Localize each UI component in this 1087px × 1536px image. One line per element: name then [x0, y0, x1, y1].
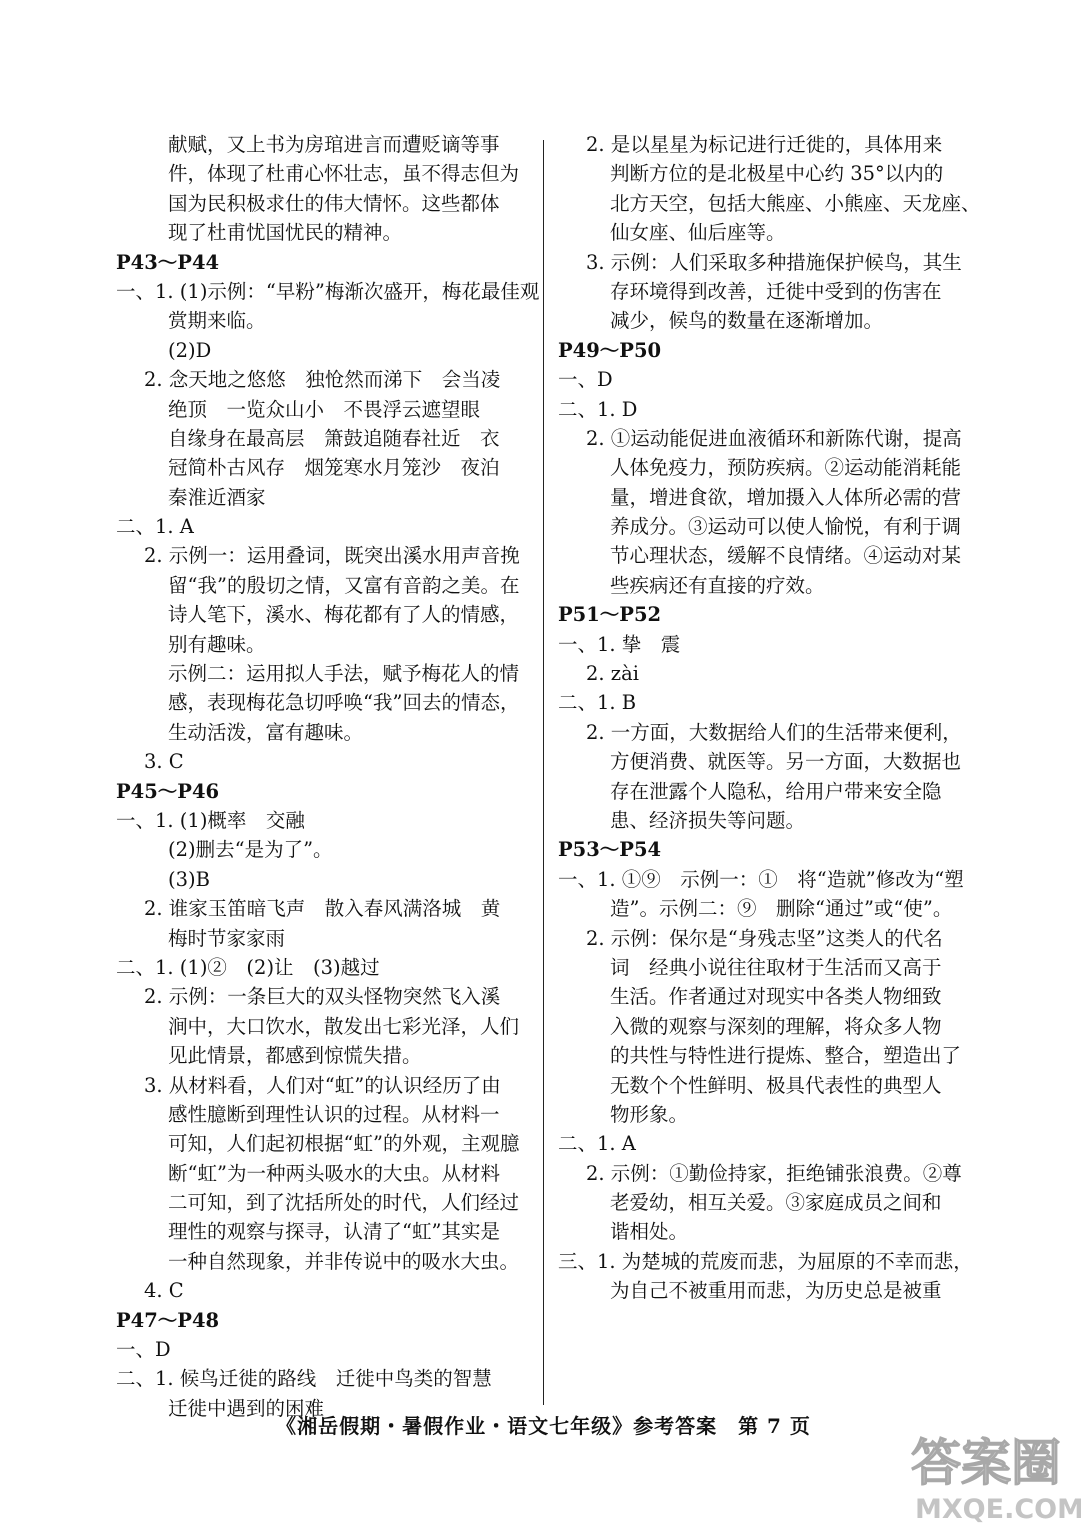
- text-line: 谐相处。: [610, 1220, 689, 1244]
- text-line: 2. zài: [586, 662, 639, 686]
- text-line: 诗人笔下，溪水、梅花都有了人的情感，: [168, 603, 520, 627]
- text-line: 患、经济损失等问题。: [610, 808, 806, 832]
- text-line: 老爱幼，相互关爱。③家庭成员之间和: [610, 1191, 942, 1215]
- watermark-logo: [905, 1418, 1081, 1528]
- text-line: 涧中，大口饮水，散发出七彩光泽，人们: [168, 1014, 520, 1038]
- text-line: 存环境得到改善，迁徙中受到的伤害在: [610, 279, 942, 303]
- text-line: 量，增进食欲，增加摄入人体所必需的营: [610, 485, 962, 509]
- text-line: 2. 是以星星为标记进行迁徙的，具体用来: [586, 133, 943, 156]
- text-line: 理性的观察与探寻，认清了“虹”其实是: [168, 1220, 500, 1244]
- text-line: 见此情景，都感到惊慌失措。: [168, 1044, 422, 1068]
- text-line: 2. 示例：①勤俭持家，拒绝铺张浪费。②尊: [586, 1161, 962, 1185]
- text-line: 一、1. 挚 震: [558, 632, 681, 656]
- text-line: 献赋，又上书为房琯进言而遭贬谪等事: [168, 133, 500, 156]
- text-line: 无数个个性鲜明、极具代表性的典型人: [610, 1073, 942, 1097]
- text-line: 生活。作者通过对现实中各类人物细致: [610, 985, 942, 1009]
- text-line: 二、1. A: [116, 515, 194, 539]
- text-line: 三、1. 为楚城的荒废而悲，为屈原的不幸而悲，: [558, 1249, 973, 1273]
- text-line: 2. 一方面，大数据给人们的生活带来便利，: [586, 720, 962, 744]
- text-line: 2. 示例：一条巨大的双头怪物突然飞入溪: [144, 985, 501, 1009]
- section-heading: P51～P52: [558, 603, 662, 627]
- text-line: 迁徙中遇到的困难: [168, 1396, 325, 1420]
- text-line: 赏期来临。: [168, 309, 266, 333]
- text-line: 自缘身在最高层 箫鼓追随春社近 衣: [168, 426, 500, 450]
- left-column: [116, 130, 540, 1423]
- watermark-line2: MXQE.COM: [915, 1494, 1081, 1525]
- text-line: 二、1. A: [558, 1132, 636, 1156]
- text-line: 别有趣味。: [168, 632, 266, 656]
- section-heading: P47～P48: [116, 1308, 220, 1332]
- section-heading: P53～P54: [558, 838, 662, 862]
- text-line: 国为民积极求仕的伟大情怀。这些都体: [168, 191, 500, 215]
- text-line: 3. 从材料看，人们对“虹”的认识经历了由: [144, 1073, 501, 1097]
- text-line: 留“我”的殷切之情，又富有音韵之美。在: [168, 573, 520, 597]
- text-line: 的共性与特性进行提炼、整合，塑造出了: [610, 1044, 962, 1068]
- text-line: 一、D: [116, 1338, 171, 1362]
- text-line: 2. 谁家玉笛暗飞声 散入春风满洛城 黄: [144, 897, 501, 921]
- text-line: 一、1. (1)示例：“早粉”梅渐次盛开，梅花最佳观: [116, 279, 540, 303]
- text-line: 存在泄露个人隐私，给用户带来安全隐: [610, 779, 942, 803]
- text-line: 件，体现了杜甫心怀壮志，虽不得志但为: [168, 162, 520, 186]
- page-footer: 《湘岳假期・暑假作业・语文七年级》参考答案 第 7 页: [276, 1414, 811, 1438]
- text-line: 入微的观察与深刻的理解，将众多人物: [610, 1014, 942, 1038]
- text-line: 冠简朴古风存 烟笼寒水月笼沙 夜泊: [168, 456, 500, 480]
- text-line: 感性臆断到理性认识的过程。从材料一: [168, 1102, 500, 1126]
- text-line: (3)B: [168, 867, 210, 891]
- text-line: 一、1. ①⑨ 示例一：① 将“造就”修改为“塑: [558, 867, 964, 891]
- text-line: 断“虹”为一种两头吸水的大虫。从材料: [168, 1161, 500, 1185]
- text-line: 二、1. 候鸟迁徙的路线 迁徙中鸟类的智慧: [116, 1367, 492, 1391]
- section-heading: P45～P46: [116, 779, 220, 803]
- text-line: 人体免疫力，预防疾病。②运动能消耗能: [610, 456, 962, 480]
- text-line: 2. 示例一：运用叠词，既突出溪水用声音挽: [144, 544, 520, 568]
- text-line: 2. 示例：保尔是“身残志坚”这类人的代名: [586, 926, 943, 950]
- text-line: 词 经典小说往往取材于生活而又高于: [610, 955, 942, 979]
- text-line: 示例二：运用拟人手法，赋予梅花人的情: [168, 662, 520, 686]
- text-line: 养成分。③运动可以使人愉悦，有利于调: [610, 515, 962, 539]
- text-line: 2. ①运动能促进血液循环和新陈代谢，提高: [586, 426, 962, 450]
- text-line: 3. 示例：人们采取多种措施保护候鸟，其生: [586, 250, 962, 274]
- text-line: 二、1. (1)② (2)让 (3)越过: [116, 955, 380, 979]
- text-line: 2. 念天地之悠悠 独怆然而涕下 会当凌: [144, 368, 501, 392]
- text-line: 4. C: [144, 1279, 184, 1303]
- section-heading: P43～P44: [116, 250, 220, 274]
- text-line: 现了杜甫忧国忧民的精神。: [168, 221, 403, 245]
- text-line: 仙女座、仙后座等。: [610, 221, 786, 245]
- text-line: 造”。示例二：⑨ 删除“通过”或“使”。: [610, 897, 953, 921]
- watermark-line1: 答案圈: [911, 1434, 1061, 1492]
- text-line: 物形象。: [610, 1102, 689, 1126]
- text-line: 方便消费、就医等。另一方面，大数据也: [610, 750, 962, 774]
- text-line: 二、1. D: [558, 397, 638, 421]
- text-line: 可知，人们起初根据“虹”的外观，主观臆: [168, 1132, 520, 1156]
- text-line: 3. C: [144, 750, 184, 774]
- text-line: 节心理状态，缓解不良情绪。④运动对某: [610, 544, 962, 568]
- text-line: 生动活泼，富有趣味。: [168, 720, 364, 744]
- text-line: 绝顶 一览众山小 不畏浮云遮望眼: [168, 397, 481, 421]
- text-line: 秦淮近酒家: [168, 485, 266, 509]
- text-line: (2)D: [168, 338, 212, 362]
- text-line: 些疾病还有直接的疗效。: [610, 573, 825, 597]
- text-line: 减少，候鸟的数量在逐渐增加。: [610, 309, 884, 333]
- text-line: 感，表现梅花急切呼唤“我”回去的情态，: [168, 691, 520, 715]
- section-heading: P49～P50: [558, 338, 662, 362]
- text-line: 二可知，到了沈括所处的时代，人们经过: [168, 1191, 520, 1215]
- watermark-graphic: [905, 1418, 1081, 1528]
- text-line: 判断方位的是北极星中心约 35°以内的: [610, 162, 944, 186]
- text-line: (2)删去“是为了”。: [168, 838, 333, 862]
- text-line: 一、D: [558, 368, 613, 392]
- text-line: 北方天空，包括大熊座、小熊座、天龙座、: [610, 191, 981, 215]
- text-line: 一、1. (1)概率 交融: [116, 808, 305, 832]
- text-line: 为自己不被重用而悲，为历史总是被重: [610, 1279, 942, 1303]
- text-line: 二、1. B: [558, 691, 637, 715]
- column-divider: [543, 140, 544, 1405]
- text-line: 一种自然现象，并非传说中的吸水大虫。: [168, 1249, 520, 1273]
- right-column: [558, 130, 981, 1306]
- text-line: 梅时节家家雨: [168, 926, 286, 950]
